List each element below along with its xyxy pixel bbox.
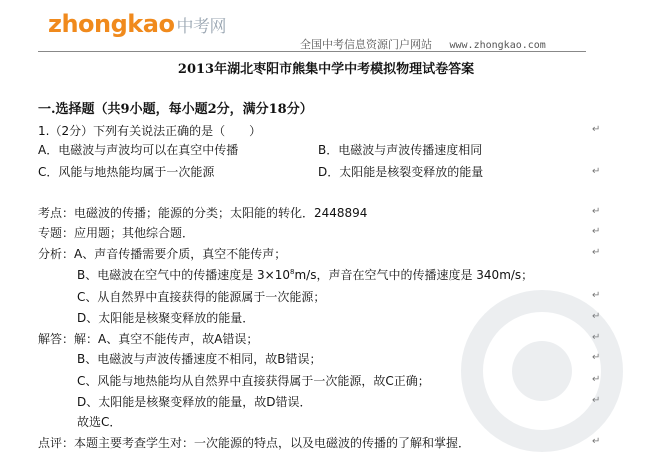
header-divider [38, 51, 586, 52]
jieda-c-line: C、风能与地热能均从自然界中直接获得属于一次能源，故C正确； [77, 374, 430, 388]
zhongkao-logo [48, 10, 226, 38]
fenxi-d-line: D、太阳能是核聚变释放的能量． [77, 311, 255, 325]
question-1: 1.（2分）下列有关说法正确的是（ ） [38, 124, 262, 138]
guxuan-line: 故选C． [77, 415, 122, 429]
return-mark: ↵ [592, 206, 601, 217]
return-mark: ↵ [592, 226, 601, 237]
option-a: A．电磁波与声波均可以在真空中传播 [38, 143, 239, 157]
jieda-d-line: D、太阳能是核聚变释放的能量，故D错误． [77, 395, 312, 409]
watermark-logo [412, 241, 642, 471]
return-mark: ↵ [592, 247, 601, 258]
document-title: 2013年湖北枣阳市熊集中学中考模拟物理试卷答案 [177, 62, 475, 77]
return-mark: ↵ [592, 124, 601, 135]
portal-url: www.zhongkao.com [449, 40, 546, 51]
jieda-a-line: 解答：解：A、真空不能传声，故A错误； [38, 332, 259, 346]
return-mark: ↵ [592, 374, 601, 385]
fenxi-b-line: B、电磁波在空气中的传播速度是 $3\times 10^8m/s$，声音在空气中的传播速度是 340m/s； [77, 268, 534, 282]
portal-text: 全国中考信息资源门户网站 [300, 38, 432, 51]
option-b: B．电磁波与声波传播速度相同 [318, 143, 483, 157]
return-mark: ↵ [592, 395, 601, 406]
dianping-line: 点评：本题主要考查学生对：一次能源的特点，以及电磁波的传播的了解和掌握． [38, 436, 471, 450]
return-mark: ↵ [592, 352, 601, 363]
return-mark: ↵ [592, 311, 601, 322]
fenxi-c-line: C、从自然界中直接获得的能源属于一次能源； [77, 290, 326, 304]
return-mark: ↵ [592, 436, 601, 447]
return-mark: ↵ [592, 290, 601, 301]
option-d: D．太阳能是核裂变释放的能量 [318, 165, 484, 179]
kaodian-line: 考点：电磁波的传播；能源的分类；太阳能的转化．2448894 [38, 206, 368, 220]
logo-cn: 中考网 [176, 17, 226, 37]
logo-latin: zhongkao [48, 10, 175, 38]
return-mark: ↵ [592, 166, 601, 177]
jieda-b-line: B、电磁波与声波传播速度不相同，故B错误； [77, 352, 322, 366]
fenxi-a-line: 分析：A、声音传播需要介质，真空不能传声； [38, 247, 287, 261]
option-c: C．风能与地热能均属于一次能源 [38, 165, 215, 179]
portal-header [300, 36, 546, 52]
section-heading: 一.选择题（共9小题，每小题2分，满分18分） [38, 102, 313, 117]
return-mark: ↵ [592, 332, 601, 343]
zhuanti-line: 专题：应用题；其他综合题． [38, 226, 195, 240]
